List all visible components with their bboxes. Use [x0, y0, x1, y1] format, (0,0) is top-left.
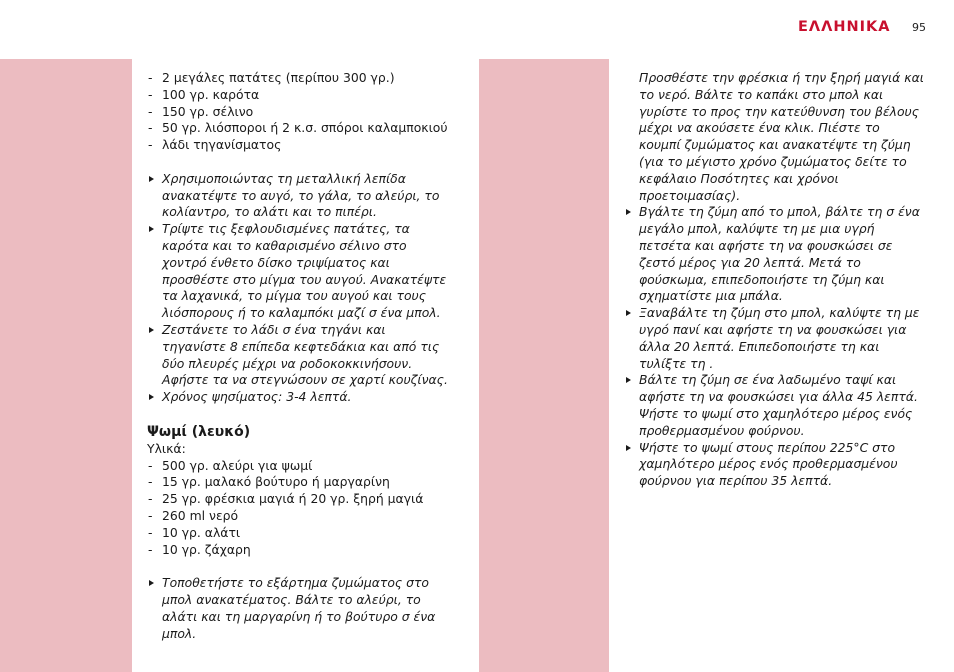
step-item: Ψήστε το ψωμί στους περίπου 225°C στο χαμηλότερο μέρος ενός προθερμασμένου φούρνου για περίπου 35 λεπτά.: [624, 440, 924, 490]
list-item: - 2 μεγάλες πατάτες (περίπου 300 γρ.): [147, 70, 452, 87]
right-column: [624, 70, 924, 490]
list-item: - 150 γρ. σέλινο: [147, 104, 452, 121]
page-number: 95: [912, 21, 926, 34]
step-item: Χρησιμοποιώντας τη μεταλλική λεπίδα ανακατέψτε το αυγό, το γάλα, το αλεύρι, το κολίαντρο, το αλάτι και το πιπέρι.: [147, 171, 452, 221]
left-column: [147, 70, 452, 642]
step-item: Βάλτε τη ζύμη σε ένα λαδωμένο ταψί και αφήστε τη να φουσκώσει για άλλα 45 λεπτά. Ψήστε το ψωμί στο χαμηλότερο μέρος ενός προθερμασμένου φούρνου.: [624, 372, 924, 439]
decorative-band-middle: [479, 59, 609, 672]
list-item: - 10 γρ. αλάτι: [147, 525, 452, 542]
step-item: Τρίψτε τις ξεφλουδισμένες πατάτες, τα καρότα και το καθαρισμένο σέλινο στο χοντρό ένθετο δίσκο τριψίματος και προσθέστε στο μίγμα του αυγού. Ανακατέψτε τα λαχανικά, το μίγμα του αυγού και τους λιόσπορους ή το καλαμπόκι μαζί σ ένα μπολ.: [147, 221, 452, 322]
list-item: - 50 γρ. λιόσποροι ή 2 κ.σ. σπόροι καλαμποκιού: [147, 120, 452, 137]
list-item: - 100 γρ. καρότα: [147, 87, 452, 104]
list-item: - 25 γρ. φρέσκια μαγιά ή 20 γρ. ξηρή μαγιά: [147, 491, 452, 508]
step-continuation: Προσθέστε την φρέσκια ή την ξηρή μαγιά και το νερό. Βάλτε το καπάκι στο μπολ και γυρίστε το προς την κατεύθυνση του βέλους μέχρι να ακούσετε ένα κλικ. Πιέστε το κουμπί ζυμώματος και ανακατέψτε τη ζύμη (για το μέγιστο χρόνο ζυμώματος δείτε το κεφάλαιο Ποσότητες και χρόνοι προετοιμασίας).: [639, 70, 924, 203]
list-item: - λάδι τηγανίσματος: [147, 137, 452, 154]
step-item: Τοποθετήστε το εξάρτημα ζυμώματος στο μπολ ανακατέματος. Βάλτε το αλεύρι, το αλάτι και τη μαργαρίνη ή το βούτυρο σ ένα μπολ.: [147, 575, 452, 642]
language-label: ΕΛΛΗΝΙΚΑ: [798, 19, 891, 35]
decorative-band-left: [0, 59, 132, 672]
steps-list-right: [624, 70, 924, 490]
list-item: - 10 γρ. ζάχαρη: [147, 542, 452, 559]
list-item: - 15 γρ. μαλακό βούτυρο ή μαργαρίνη: [147, 474, 452, 491]
step-item: Χρόνος ψησίματος: 3-4 λεπτά.: [147, 389, 452, 406]
step-item: Βγάλτε τη ζύμη από το μπολ, βάλτε τη σ ένα μεγάλο μπολ, καλύψτε τη με μια υγρή πετσέτα και αφήστε τη να φουσκώσει σε ζεστό μέρος για 20 λεπτά. Μετά το φούσκωμα, επιπεδοποιήστε τη ζύμη και σχηματίστε μια μπάλα.: [624, 204, 924, 305]
list-item: - 260 ml νερό: [147, 508, 452, 525]
step-item: Ξαναβάλτε τη ζύμη στο μπολ, καλύψτε τη με υγρό πανί και αφήστε τη να φουσκώσει για άλλα 20 λεπτά. Επιπεδοποιήστε τη και τυλίξτε τη .: [624, 305, 924, 372]
steps-list-top: [147, 171, 452, 406]
ingredients-label: Υλικά:: [147, 440, 186, 456]
recipe-title: Ψωμί (λευκό): [147, 423, 251, 440]
step-item: Ζεστάνετε το λάδι σ ένα τηγάνι και τηγανίστε 8 επίπεδα κεφτεδάκια και από τις δύο πλευρές μέχρι να ροδοκοκκινήσουν. Αφήστε τα να στεγνώσουν σε χαρτί κουζίνας.: [147, 322, 452, 389]
ingredients-list-top: [147, 70, 452, 154]
ingredients-list: [147, 458, 452, 559]
steps-list-bottom: [147, 575, 452, 642]
list-item: - 500 γρ. αλεύρι για ψωμί: [147, 458, 452, 475]
